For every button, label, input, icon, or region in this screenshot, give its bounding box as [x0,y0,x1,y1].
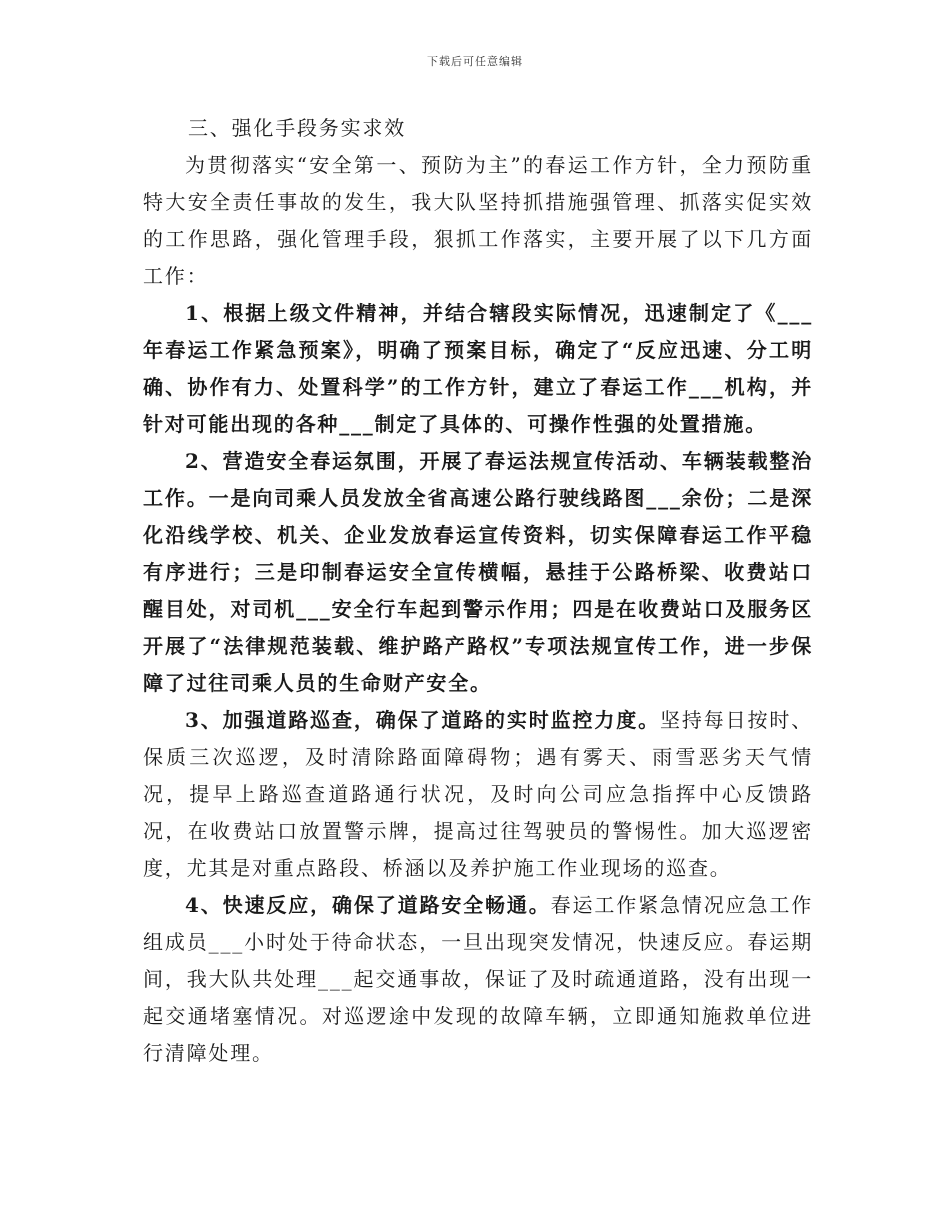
document-body [143,110,813,1072]
item-4-body: 春运工作紧急情况应急工作组成员___小时处于待命状态，一旦出现突发情况，快速反应。春运期间，我大队共处理___起交通事故，保证了及时疏通道路，没有出现一起交通堵塞情况。对巡逻途中发现的故障车辆，立即通知施救单位进行清障处理。 [143,893,813,1065]
item-3-body: 坚持每日按时、保质三次巡逻，及时清除路面障碍物；遇有雾天、雨雪恶劣天气情况，提早上路巡查道路通行状况，及时向公司应急指挥中心反馈路况，在收费站口放置警示牌，提高过往驾驶员的警惕性。加大巡逻密度，尤其是对重点路段、桥涵以及养护施工作业现场的巡查。 [143,708,814,880]
item-3-paragraph [143,702,813,887]
section-intro-paragraph: 为贯彻落实“安全第一、预防为主”的春运工作方针，全力预防重特大安全责任事故的发生，我大队坚持抓措施强管理、抓落实促实效的工作思路，强化管理手段，狠抓工作落实，主要开展了以下几方面工作： [143,153,813,288]
item-3-lead: 3、加强道路巡查，确保了道路的实时监控力度。 [185,708,660,732]
item-2-paragraph: 2、营造安全春运氛围，开展了春运法规宣传活动、车辆装载整治工作。一是向司乘人员发放全省高速公路行驶线路图___余份；二是深化沿线学校、机关、企业发放春运宣传资料，切实保障春运工作平稳有序进行；三是印制春运安全宣传横幅，悬挂于公路桥梁、收费站口醒目处，对司机___安全行车起到警示作用；四是在收费站口及服务区开展了“法律规范装载、维护路产路权”专项法规宣传工作，进一步保障了过往司乘人员的生命财产安全。 [143,449,813,695]
page-header-note: 下载后可任意编辑 [427,55,523,68]
item-4-lead: 4、快速反应，确保了道路安全畅通。 [185,893,551,917]
section-title: 三、强化手段务实求效 [188,116,406,140]
item-4-paragraph [143,887,813,1072]
item-1-paragraph: 1、根据上级文件精神，并结合辖段实际情况，迅速制定了《___年春运工作紧急预案》，明确了预案目标，确定了“反应迅速、分工明确、协作有力、处置科学”的工作方针，建立了春运工作___机构，并针对可能出现的各种___制定了具体的、可操作性强的处置措施。 [143,301,813,436]
